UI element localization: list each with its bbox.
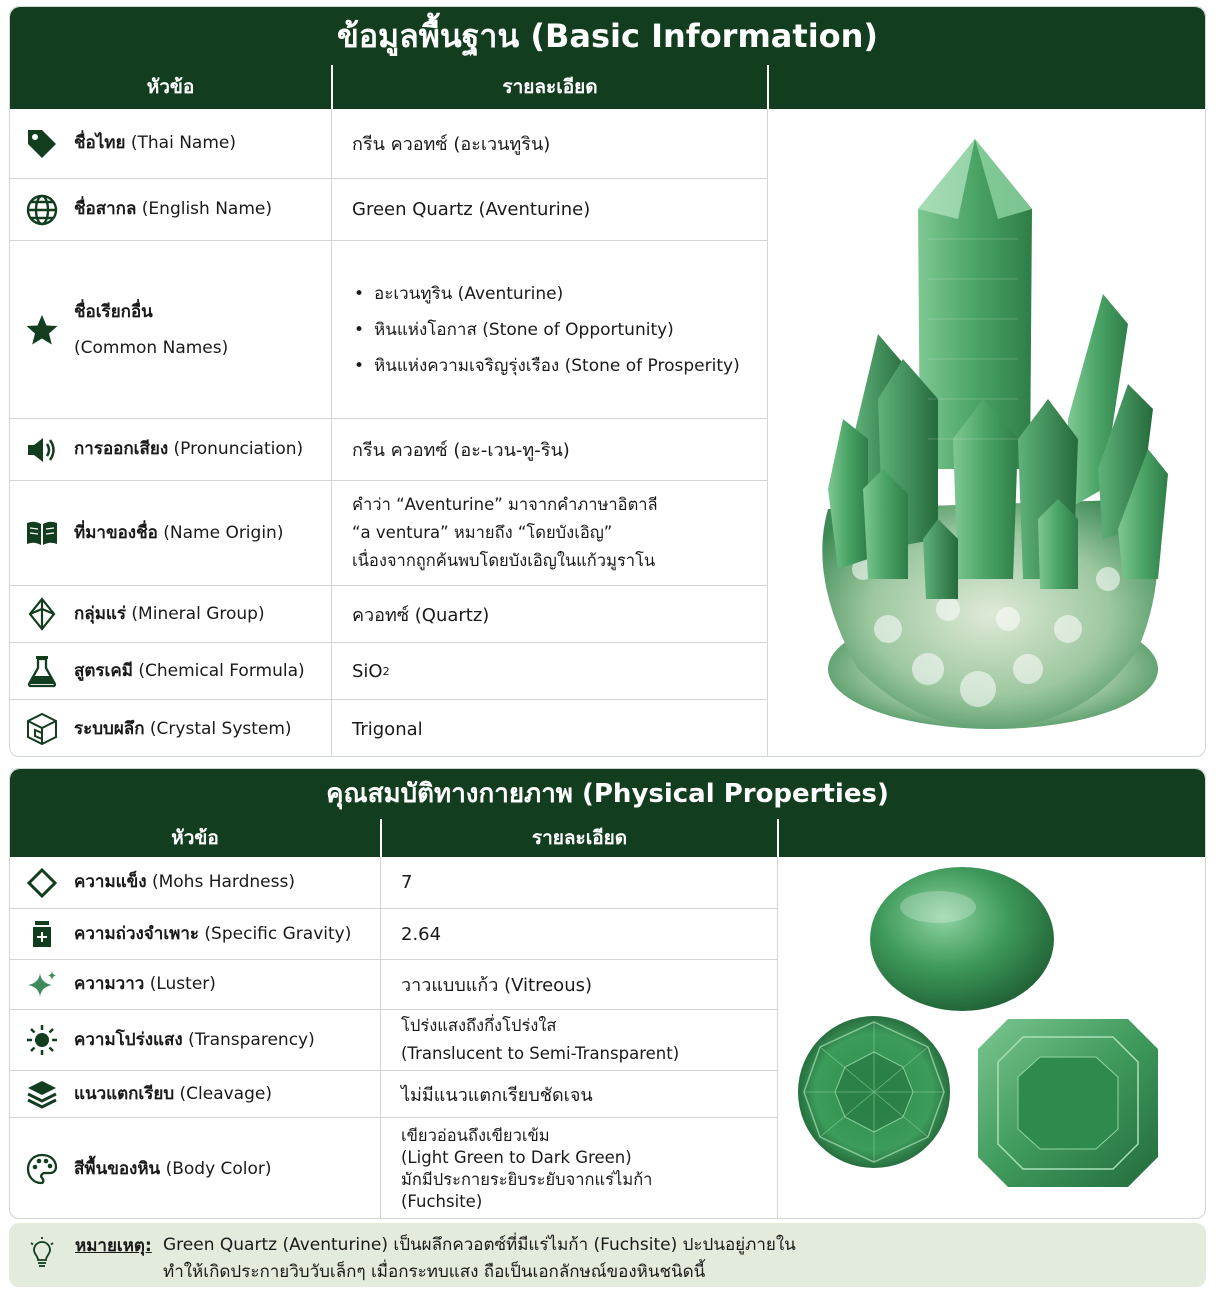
row-label <box>10 109 236 178</box>
physical-title: คุณสมบัติทางกายภาพ (Physical Properties) <box>10 769 1205 819</box>
tag-icon <box>24 126 60 162</box>
basic-header-topic: หัวข้อ <box>10 65 331 109</box>
globe-icon <box>24 192 60 228</box>
label-th: ระบบผลึก <box>74 718 145 739</box>
gem-outline-icon <box>24 596 60 632</box>
label-th: สูตรเคมี <box>74 660 133 681</box>
formula-subscript: 2 <box>382 664 390 678</box>
row-label <box>10 700 292 757</box>
label-th: การออกเสียง <box>74 439 169 460</box>
chemical-formula-value <box>332 643 390 699</box>
thai-name-value: กรีน ควอทซ์ (อะเวนทูริน) <box>352 134 551 155</box>
diamond-outline-icon <box>24 865 60 901</box>
cleavage-value: ไม่มีแนวแตกเรียบชัดเจน <box>401 1084 593 1106</box>
row-label <box>10 1118 272 1219</box>
transparency-line: โปร่งแสงถึงกึ่งโปร่งใส <box>401 1016 557 1035</box>
row-label <box>10 586 265 642</box>
row-label <box>10 960 216 1009</box>
table-row <box>10 1071 777 1118</box>
row-label <box>10 1071 272 1117</box>
sun-icon <box>24 1022 60 1058</box>
table-row <box>10 700 767 757</box>
palette-icon <box>24 1151 60 1187</box>
row-label <box>10 179 272 240</box>
label-en: (Mineral Group) <box>131 603 265 624</box>
row-label <box>10 481 283 585</box>
sparkle-icon <box>24 967 60 1003</box>
list-item: • หินแห่งความเจริญรุ่งเรือง (Stone of Prosperity) <box>352 348 740 384</box>
table-row <box>10 857 777 909</box>
row-label <box>10 857 295 908</box>
label-th: แนวแตกเรียบ <box>74 1083 175 1104</box>
body-color-value <box>381 1118 652 1219</box>
english-name-value: Green Quartz (Aventurine) <box>352 199 591 220</box>
table-row <box>10 586 767 643</box>
origin-line: คำว่า “Aventurine” มาจากคำภาษาอิตาลี <box>352 495 658 514</box>
table-row <box>10 909 777 960</box>
label-th: ชื่อสากล <box>74 199 137 220</box>
layers-icon <box>24 1076 60 1112</box>
label-en: (Name Origin) <box>163 522 284 543</box>
transparency-line: (Translucent to Semi-Transparent) <box>401 1044 680 1063</box>
list-item: • หินแห่งโอกาส (Stone of Opportunity) <box>352 312 740 348</box>
formula-main: SiO <box>352 660 383 682</box>
origin-line: เนื่องจากถูกค้นพบโดยบังเอิญในแก้วมูราโน <box>352 551 656 570</box>
body-color-line: (Light Green to Dark Green) <box>401 1148 632 1167</box>
jar-icon <box>24 916 60 952</box>
crystal-cluster-image <box>768 109 1206 757</box>
name-origin-value <box>332 481 658 585</box>
lightbulb-icon <box>29 1237 55 1267</box>
body-color-line: มักมีประกายระยิบระยับจากแร่ไมก้า <box>401 1170 653 1189</box>
table-row <box>10 960 777 1010</box>
label-th: ความวาว <box>74 974 145 995</box>
basic-information-section <box>9 6 1206 757</box>
body-color-line: (Fuchsite) <box>401 1192 483 1211</box>
table-row <box>10 179 767 241</box>
row-label <box>10 909 351 959</box>
physical-header-detail: รายละเอียด <box>382 819 777 857</box>
note-label: หมายเหตุ: <box>75 1236 152 1256</box>
table-row <box>10 419 767 481</box>
cube-icon <box>24 711 60 747</box>
hardness-value: 7 <box>401 872 413 893</box>
specific-gravity-value: 2.64 <box>401 923 442 945</box>
basic-header-detail: รายละเอียด <box>333 65 767 109</box>
label-th: สีพื้นของหิน <box>74 1158 161 1179</box>
table-row <box>10 1118 777 1219</box>
label-th: ความแข็ง <box>74 872 147 893</box>
label-en: (Mohs Hardness) <box>151 872 295 893</box>
label-th: ชื่อไทย <box>74 133 126 154</box>
note-text <box>163 1232 796 1286</box>
label-en: (Specific Gravity) <box>204 923 352 944</box>
physical-properties-section <box>9 768 1206 1219</box>
book-icon <box>24 515 60 551</box>
common-names-list <box>352 276 740 384</box>
polished-stones-image <box>778 857 1206 1219</box>
flask-icon <box>24 653 60 689</box>
origin-line: “a ventura” หมายถึง “โดยบังเอิญ” <box>352 523 613 542</box>
row-label <box>10 419 303 480</box>
row-label <box>10 241 228 418</box>
note-box <box>9 1223 1206 1287</box>
crystal-system-value: Trigonal <box>352 718 423 740</box>
row-label <box>10 1010 315 1070</box>
table-row <box>10 1010 777 1071</box>
speaker-icon <box>24 432 60 468</box>
label-th: ชื่อเรียกอื่น <box>74 301 153 322</box>
label-en: (Body Color) <box>165 1158 272 1179</box>
label-en: (Thai Name) <box>130 133 236 154</box>
basic-title: ข้อมูลพื้นฐาน (Basic Information) <box>10 7 1205 65</box>
mineral-group-value: ควอทซ์ (Quartz) <box>352 604 490 626</box>
label-en: (Luster) <box>149 974 216 995</box>
label-en: (Chemical Formula) <box>138 660 305 681</box>
table-row <box>10 109 767 179</box>
label-en: (Transparency) <box>188 1029 315 1050</box>
table-row <box>10 643 767 700</box>
luster-value: วาวแบบแก้ว (Vitreous) <box>401 975 593 996</box>
star-icon <box>24 312 60 348</box>
label-th: กลุ่มแร่ <box>74 603 127 624</box>
table-row <box>10 241 767 419</box>
note-line: ทำให้เกิดประกายวิบวับเล็กๆ เมื่อกระทบแสง ถือเป็นเอกลักษณ์ของหินชนิดนี้ <box>163 1262 706 1282</box>
label-en: (English Name) <box>141 199 273 220</box>
label-en: (Cleavage) <box>179 1083 272 1104</box>
pronunciation-value: กรีน ควอทซ์ (อะ-เวน-ทู-ริน) <box>352 440 570 461</box>
label-en: (Crystal System) <box>149 718 292 739</box>
row-label <box>10 643 305 699</box>
label-th: ความถ่วงจำเพาะ <box>74 923 200 944</box>
common-names-value <box>332 241 740 418</box>
label-th: ที่มาของชื่อ <box>74 522 158 543</box>
label-en: (Common Names) <box>74 337 229 358</box>
body-color-line: เขียวอ่อนถึงเขียวเข้ม <box>401 1126 550 1145</box>
physical-header-topic: หัวข้อ <box>10 819 380 857</box>
transparency-value <box>381 1010 679 1070</box>
label-en: (Pronunciation) <box>173 439 304 460</box>
basic-header-image <box>769 65 1206 109</box>
label-th: ความโปร่งแสง <box>74 1029 183 1050</box>
list-item: • อะเวนทูริน (Aventurine) <box>352 276 740 312</box>
note-line: Green Quartz (Aventurine) เป็นผลึกควอตซ์ที่มีแร่ไมก้า (Fuchsite) ปะปนอยู่ภายใน <box>163 1235 796 1255</box>
physical-header-image <box>779 819 1206 857</box>
table-row <box>10 481 767 586</box>
